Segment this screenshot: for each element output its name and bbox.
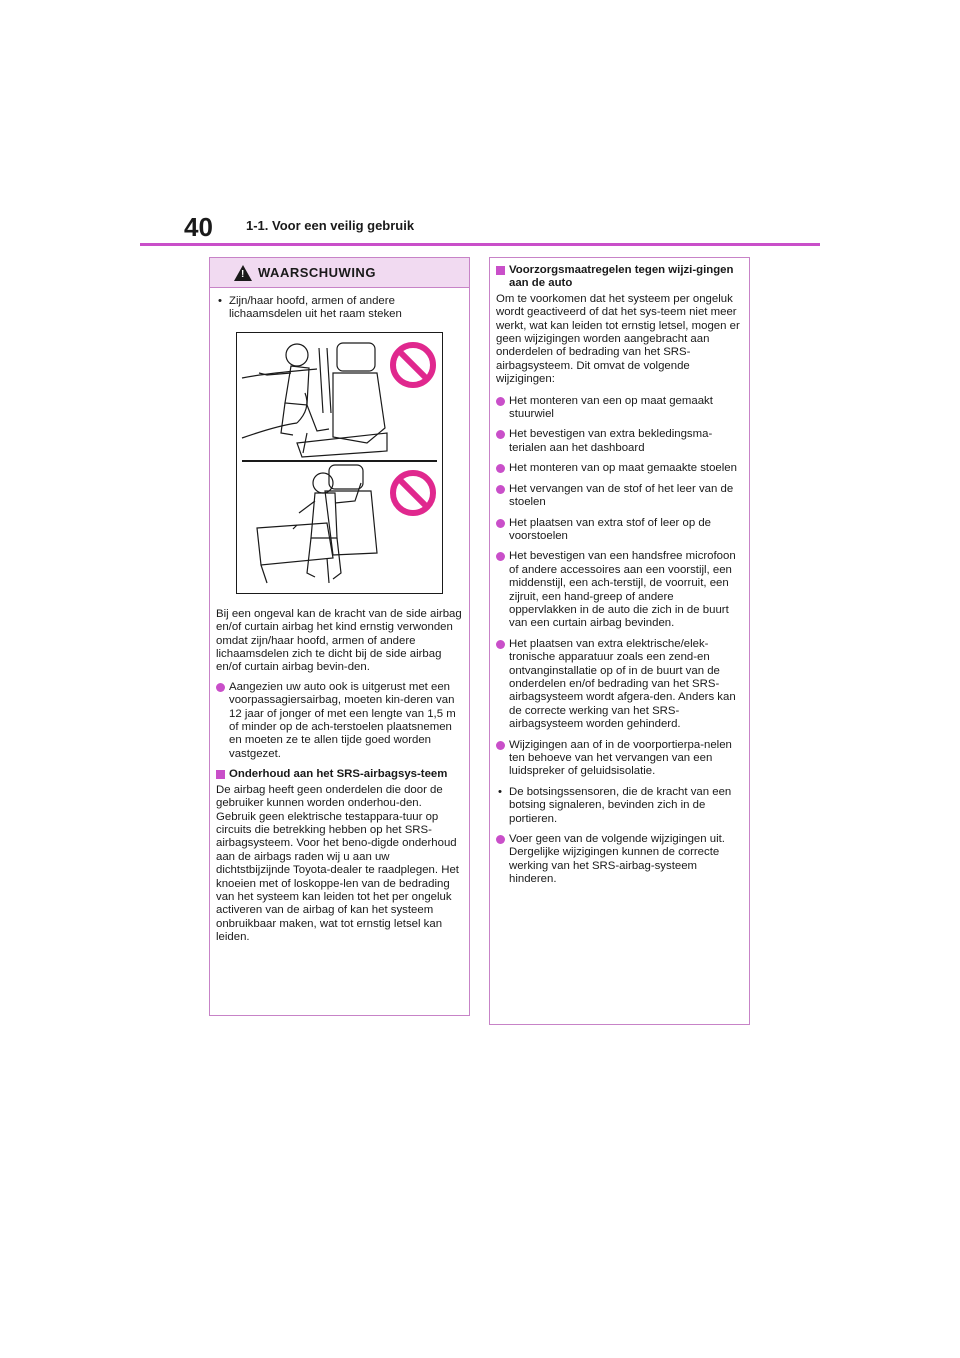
circle-bullet-icon [496, 430, 505, 439]
warning-content [210, 288, 469, 945]
bullet-dot-icon: • [498, 785, 502, 798]
maintenance-text: De airbag heeft geen onderdelen die door de gebruiker kunnen worden onderhou-den. Gebruik geen elektrische testappara-tuur op circuits die betrekking hebben op het SRS-airbagsysteem. Voor het beno-digde onderhoud aan de airbags raden wij u aan uw dichtstbijzijnde Toyota-dealer te raadplegen. Het knoeien met of loskoppe-len van de bedrading van het systeem kan leiden tot het per ongeluk activeren van de airbag of kan het systeem onbruikbaar maken, wat tot ernstig letsel kan leiden. [216, 783, 459, 944]
maintenance-heading [216, 768, 463, 781]
list-item-text: Het monteren van op maat gemaakte stoelen [509, 462, 737, 475]
page-number: 40 [184, 212, 213, 242]
precautions-heading [496, 264, 743, 291]
warning-title: WAARSCHUWING [258, 265, 376, 280]
square-bullet-icon [216, 770, 225, 779]
precautions-box [489, 257, 750, 1025]
warning-bullet-item [216, 295, 463, 322]
list-item-text: Het monteren van een op maat gemaakt stuurwiel [509, 394, 713, 421]
child-window-illustration [236, 332, 443, 594]
header-rule [140, 243, 820, 246]
list-item-text: Het plaatsen van extra elektrische/elek-tronische apparatuur zoals een zend-en ontvanginstallatie op of in de buurt van de onderdelen en/of bedrading van het SRS-airbagsysteem wordt afgera-den. Anders kan de correcte werking van het SRS-airbagsysteem worden gehinderd. [509, 637, 736, 731]
list-item [496, 638, 743, 732]
circle-bullet-icon [496, 835, 505, 844]
circle-bullet-icon [496, 397, 505, 406]
precautions-intro: Om te voorkomen dat het systeem per ongeluk wordt geactiveerd of dat het sys-teem niet meer werkt, wat kan leiden tot ernstig letsel, mogen er geen wijzigingen worden aangebracht aan onderdelen of bedrading van het SRS-airbagsysteem. Dit omvat de volgende wijzigingen: [496, 292, 740, 386]
section-title: 1-1. Voor een veilig gebruik [246, 218, 415, 233]
square-bullet-icon [496, 266, 505, 275]
list-item-text: Het bevestigen van een handsfree microfoon of andere accessoires aan een voorstijl, een middenstijl, een ach-terstijl, de voorruit, een zijruit, een hand-greep of andere oppervlakken in de auto die zich in de buurt van een curtain airbag bevinden. [509, 550, 736, 630]
list-item-text: Het plaatsen van extra stof of leer op de voorstoelen [509, 516, 711, 542]
sensor-note-text: De botsingssensoren, die de kracht van een botsing signaleren, bevinden zich in de portieren. [509, 785, 732, 825]
bullet-dot-icon: • [218, 295, 222, 307]
circle-bullet-icon [496, 464, 505, 473]
list-item [496, 428, 743, 455]
warning-circle-text: Aangezien uw auto ook is uitgerust met een voorpassagiersairbag, moeten kin-deren van 12 jaar of jonger of met een lengte van 1,5 m of minder op de ach-terstoelen plaatsnemen en moeten ze te allen tijde goed worden vastgezet. [229, 680, 456, 760]
circle-bullet-icon [496, 640, 505, 649]
list-item-text: Het vervangen van de stof of het leer van de stoelen [509, 482, 734, 509]
list-item [496, 517, 743, 544]
circle-bullet-icon [216, 683, 225, 692]
list-item-text: Voer geen van de volgende wijzigingen uit. Dergelijke wijzigingen kunnen de correcte werking van het SRS-airbag-systeem hinderen. [509, 833, 725, 886]
warning-circle-item [216, 681, 463, 761]
warning-triangle-icon: ! [234, 265, 252, 281]
list-item-text: Het bevestigen van extra bekledingsma-terialen aan het dashboard [509, 428, 713, 454]
list-item [496, 462, 743, 475]
warning-paragraph: Bij een ongeval kan de kracht van de side airbag en/of curtain airbag het kind ernstig verwonden omdat zijn/haar hoofd, armen of andere lichaamsdelen zich te dicht bij de side airbag en/of curtain airbag bevin-den. [216, 607, 462, 674]
circle-bullet-icon [496, 552, 505, 561]
list-item [496, 550, 743, 630]
maintenance-heading-text: Onderhoud aan het SRS-airbagsys-teem [229, 768, 448, 781]
precautions-heading-text: Voorzorgsmaatregelen tegen wijzi-gingen aan de auto [509, 264, 734, 290]
list-item [496, 833, 743, 887]
circle-bullet-icon [496, 519, 505, 528]
circle-bullet-icon [496, 485, 505, 494]
list-item [496, 739, 743, 779]
list-item [496, 395, 743, 422]
prohibition-icon-top [389, 341, 437, 389]
warning-header [210, 258, 469, 288]
list-item [496, 483, 743, 510]
list-item-text: Wijzigingen aan of in de voorportierpa-nelen ten behoeve van het vervangen van een luidspreker of geluidsisolatie. [509, 738, 732, 778]
sensor-note [496, 786, 743, 826]
warning-bullet-text: Zijn/haar hoofd, armen of andere lichaamsdelen uit het raam steken [229, 295, 402, 321]
circle-bullet-icon [496, 741, 505, 750]
precautions-content [490, 258, 749, 887]
prohibition-icon-bottom [389, 469, 437, 517]
warning-box [209, 257, 470, 1016]
